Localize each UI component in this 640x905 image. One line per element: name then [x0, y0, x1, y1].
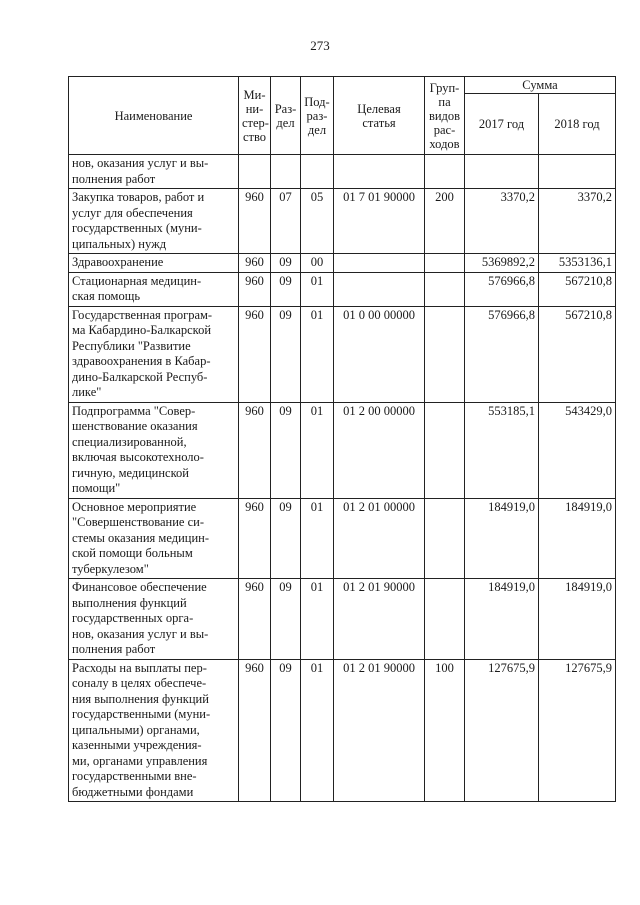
cell-section: 09: [271, 306, 301, 402]
cell-sum-2017: 576966,8: [465, 272, 539, 306]
cell-subsection: 01: [301, 498, 334, 579]
cell-subsection: 01: [301, 659, 334, 802]
cell-section: 09: [271, 402, 301, 498]
cell-sum-2018: 567210,8: [539, 272, 616, 306]
cell-section: 09: [271, 272, 301, 306]
cell-target: 01 2 01 90000: [334, 579, 425, 660]
cell-sum-2017: 576966,8: [465, 306, 539, 402]
cell-target: 01 2 01 00000: [334, 498, 425, 579]
cell-sum-2018: 184919,0: [539, 498, 616, 579]
cell-sum-2017: 184919,0: [465, 579, 539, 660]
cell-sum-2018: 567210,8: [539, 306, 616, 402]
cell-name: Подпрограмма "Совер- шенствование оказания специализированной, включая высокотехноло- гичную, медицинской помощи": [69, 402, 239, 498]
cell-name: нов, оказания услуг и вы- полнения работ: [69, 155, 239, 189]
cell-ministry: 960: [239, 659, 271, 802]
budget-table: [68, 76, 616, 802]
cell-section: [271, 155, 301, 189]
cell-name: Закупка товаров, работ и услуг для обеспечения государственных (муни- ципальных) нужд: [69, 189, 239, 254]
cell-ministry: 960: [239, 272, 271, 306]
cell-subsection: 01: [301, 402, 334, 498]
table-row: [69, 402, 616, 498]
cell-sum-2018: 184919,0: [539, 579, 616, 660]
header-sum: Сумма: [465, 77, 616, 94]
cell-section: 09: [271, 659, 301, 802]
cell-target: [334, 155, 425, 189]
header-subsection: Под- раз- дел: [301, 77, 334, 155]
cell-section: 07: [271, 189, 301, 254]
cell-target: 01 0 00 00000: [334, 306, 425, 402]
cell-expense-group: [425, 254, 465, 273]
cell-sum-2018: 5353136,1: [539, 254, 616, 273]
table-row: [69, 189, 616, 254]
cell-sum-2017: 5369892,2: [465, 254, 539, 273]
cell-subsection: 01: [301, 272, 334, 306]
cell-name: Расходы на выплаты пер- соналу в целях обеспече- ния выполнения функций государственными (муни- ципальными) органами, казенными учреждения- ми, органами управления государственными вне- бюджетными фондами: [69, 659, 239, 802]
header-target: Целевая статья: [334, 77, 425, 155]
cell-name: Государственная програм- ма Кабардино-Балкарской Республики "Развитие здравоохранения в Кабар- дино-Балкарской Респуб- лике": [69, 306, 239, 402]
cell-name: Стационарная медицин- ская помощь: [69, 272, 239, 306]
cell-sum-2018: 543429,0: [539, 402, 616, 498]
table-body: [69, 155, 616, 802]
header-expense-group: Груп- па видов рас- ходов: [425, 77, 465, 155]
cell-ministry: 960: [239, 402, 271, 498]
cell-sum-2017: 127675,9: [465, 659, 539, 802]
table-row: [69, 579, 616, 660]
header-2017: 2017 год: [465, 94, 539, 155]
cell-expense-group: 100: [425, 659, 465, 802]
cell-name: Здравоохранение: [69, 254, 239, 273]
cell-subsection: 05: [301, 189, 334, 254]
cell-ministry: [239, 155, 271, 189]
cell-sum-2018: 3370,2: [539, 189, 616, 254]
table-row: [69, 272, 616, 306]
cell-expense-group: [425, 306, 465, 402]
cell-target: [334, 254, 425, 273]
cell-target: 01 2 01 90000: [334, 659, 425, 802]
cell-sum-2018: [539, 155, 616, 189]
cell-expense-group: [425, 498, 465, 579]
table-row: [69, 306, 616, 402]
cell-ministry: 960: [239, 498, 271, 579]
cell-subsection: [301, 155, 334, 189]
cell-ministry: 960: [239, 579, 271, 660]
cell-subsection: 00: [301, 254, 334, 273]
cell-sum-2017: 3370,2: [465, 189, 539, 254]
header-ministry: Ми- ни- стер- ство: [239, 77, 271, 155]
cell-name: Финансовое обеспечение выполнения функций государственных орга- нов, оказания услуг и вы- полнения работ: [69, 579, 239, 660]
cell-expense-group: [425, 402, 465, 498]
cell-sum-2017: 184919,0: [465, 498, 539, 579]
cell-target: 01 7 01 90000: [334, 189, 425, 254]
cell-section: 09: [271, 498, 301, 579]
header-section: Раз- дел: [271, 77, 301, 155]
cell-expense-group: [425, 272, 465, 306]
header-2018: 2018 год: [539, 94, 616, 155]
table-row: [69, 155, 616, 189]
cell-ministry: 960: [239, 189, 271, 254]
table-row: [69, 254, 616, 273]
cell-expense-group: [425, 155, 465, 189]
cell-section: 09: [271, 254, 301, 273]
cell-subsection: 01: [301, 579, 334, 660]
table-row: [69, 498, 616, 579]
cell-ministry: 960: [239, 306, 271, 402]
table-row: [69, 659, 616, 802]
cell-target: 01 2 00 00000: [334, 402, 425, 498]
cell-sum-2017: [465, 155, 539, 189]
cell-sum-2017: 553185,1: [465, 402, 539, 498]
cell-target: [334, 272, 425, 306]
cell-subsection: 01: [301, 306, 334, 402]
cell-ministry: 960: [239, 254, 271, 273]
cell-sum-2018: 127675,9: [539, 659, 616, 802]
cell-name: Основное мероприятие "Совершенствование си- стемы оказания медицин- ской помощи больным туберкулезом": [69, 498, 239, 579]
header-name: Наименование: [69, 77, 239, 155]
cell-section: 09: [271, 579, 301, 660]
table-header-row: [69, 77, 616, 94]
cell-expense-group: 200: [425, 189, 465, 254]
page-number: 273: [310, 38, 330, 53]
cell-expense-group: [425, 579, 465, 660]
